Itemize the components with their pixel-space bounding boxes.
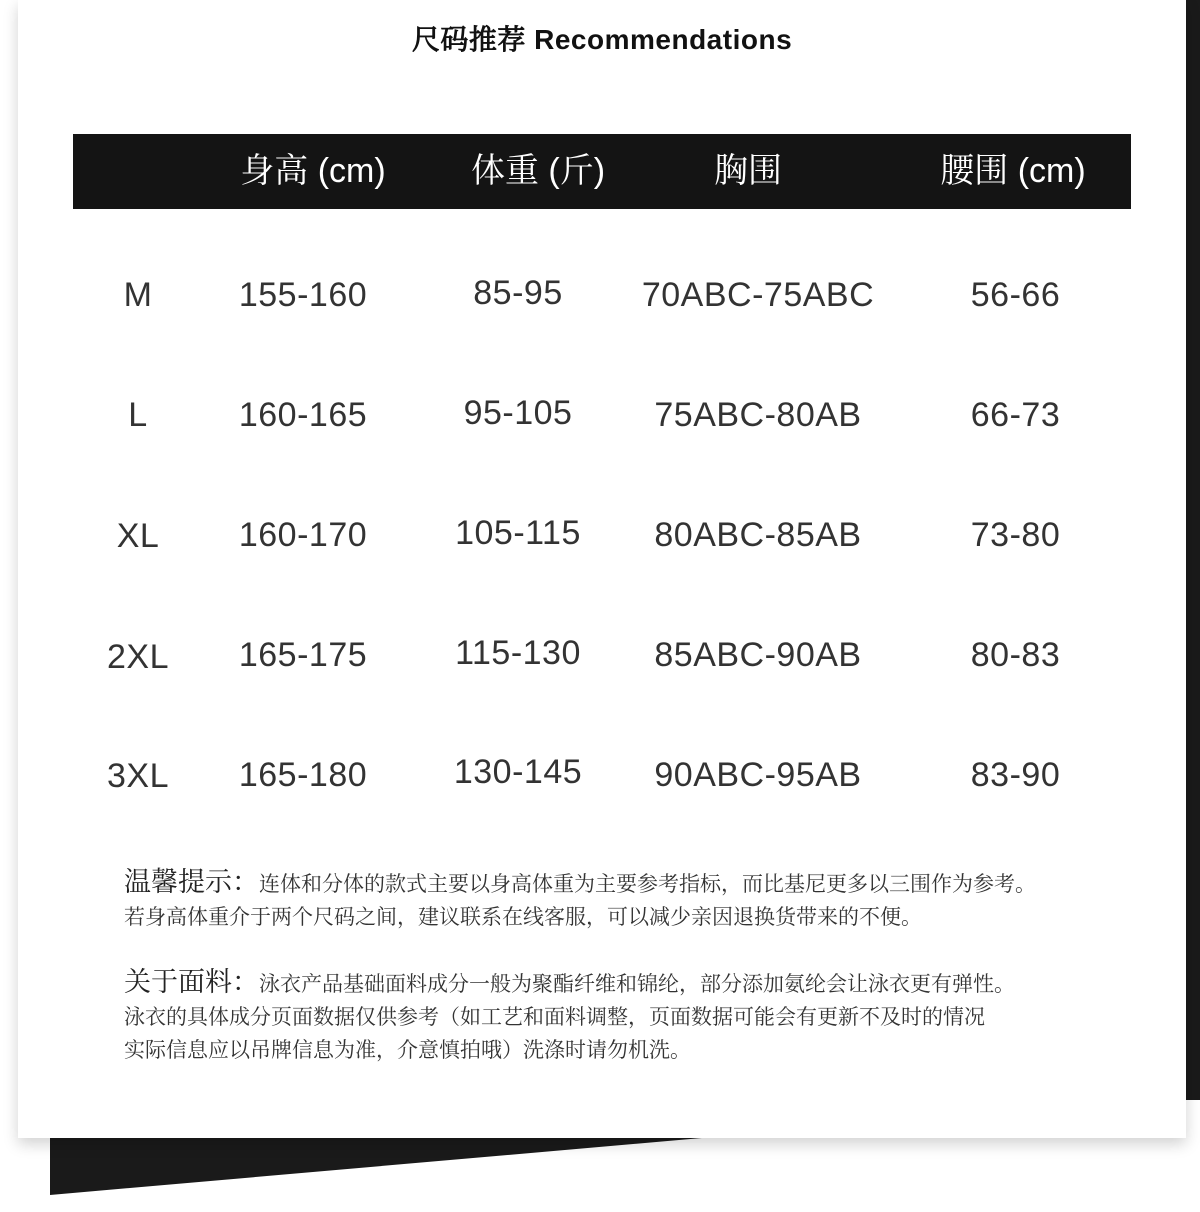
height-cell: 165-180 [238,756,368,794]
header-height: 身高 (cm) [240,152,386,190]
weight-cell: 105-115 [455,514,581,552]
height-cell: 165-175 [238,636,368,674]
height-cell: 160-170 [238,516,368,554]
fabric-section [124,966,1114,1067]
bust-cell: 75ABC-80AB [654,396,862,434]
weight-cell: 85-95 [473,274,563,312]
size-label: 3XL [107,757,169,795]
header-bust: 胸围 [714,152,782,190]
waist-cell: 66-73 [970,396,1061,434]
waist-cell: 83-90 [970,756,1061,794]
fabric-line-2: 泳衣的具体成分页面数据仅供参考（如工艺和面料调整，页面数据可能会有更新不及时的情况 [124,1006,985,1029]
tips-line-2: 若身高体重介于两个尺码之间，建议联系在线客服，可以减少亲因退换货带来的不便。 [124,906,922,929]
tips-line-1: 连体和分体的款式主要以身高体重为主要参考指标，而比基尼更多以三围作为参考。 [259,873,1036,896]
fabric-line-3: 实际信息应以吊牌信息为准，介意慎拍哦）洗涤时请勿机洗。 [124,1039,691,1062]
waist-cell: 80-83 [970,636,1061,674]
bust-cell: 80ABC-85AB [654,516,862,554]
tips-heading: 温馨提示： [124,867,259,897]
page-title: 尺码推荐 Recommendations [411,24,793,55]
height-cell: 155-160 [238,276,368,314]
table-header [73,134,1131,209]
bust-cell: 90ABC-95AB [654,756,862,794]
weight-cell: 130-145 [453,753,583,791]
waist-cell: 56-66 [970,276,1061,314]
size-label: 2XL [107,638,169,676]
weight-cell: 115-130 [455,634,581,672]
weight-cell: 95-105 [463,394,573,432]
size-chart-card [18,0,1186,1138]
bust-cell: 70ABC-75ABC [641,276,875,314]
tips-section [124,866,1114,934]
size-label: M [123,276,153,314]
size-label: L [128,396,148,434]
fabric-heading: 关于面料： [124,967,259,997]
fabric-line-1: 泳衣产品基础面料成分一般为聚酯纤维和锦纶，部分添加氨纶会让泳衣更有弹性。 [259,973,1015,996]
size-label: XL [116,517,160,555]
header-weight: 体重 (斤) [470,152,606,190]
waist-cell: 73-80 [970,516,1061,554]
header-waist: 腰围 (cm) [940,152,1086,190]
height-cell: 160-165 [238,396,368,434]
bust-cell: 85ABC-90AB [654,636,862,674]
